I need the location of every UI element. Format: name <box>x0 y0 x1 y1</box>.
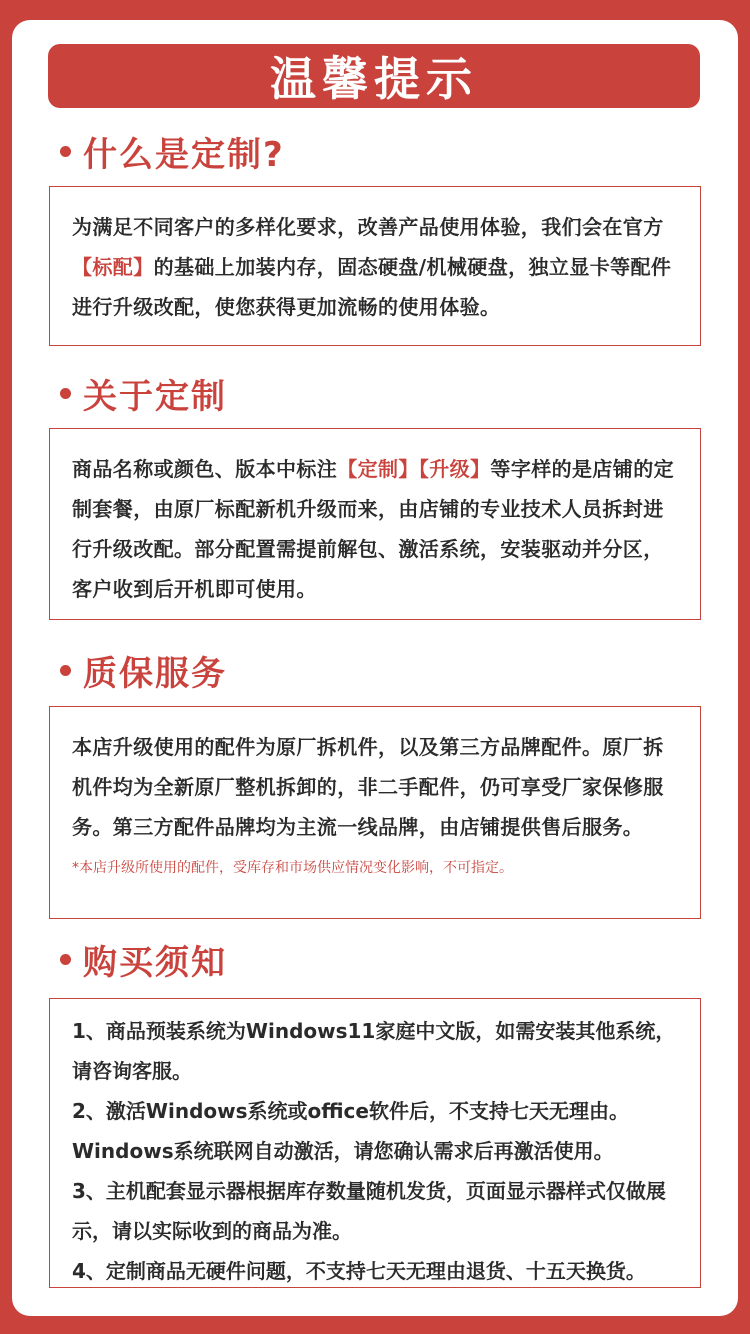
section-box-warranty <box>49 706 701 919</box>
section-heading-about-custom <box>60 368 227 418</box>
highlight-custom: 【定制】 <box>337 457 419 481</box>
paragraph-text: 为满足不同客户的多样化要求，改善产品使用体验，我们会在官方 <box>72 215 664 239</box>
bullet-dot-icon <box>60 146 71 157</box>
highlight-upgrade: 【升级】 <box>418 457 491 481</box>
section-paragraph <box>72 207 678 327</box>
list-item: 3、主机配套显示器根据库存数量随机发货，页面显示器样式仅做展示，请以实际收到的商品为准。 <box>72 1179 666 1243</box>
section-heading-purchase-notes <box>60 934 227 984</box>
list-item: 1、商品预装系统为Windows11家庭中文版，如需安装其他系统，请咨询客服。 <box>72 1019 676 1083</box>
highlight-standard: 【标配】 <box>72 255 154 279</box>
section-heading-text: 购买须知 <box>83 942 227 983</box>
list-item: 4、定制商品无硬件问题，不支持七天无理由退货、十五天换货。 <box>72 1259 646 1283</box>
section-box-purchase-notes <box>49 998 701 1288</box>
warranty-note: *本店升级所使用的配件，受库存和市场供应情况变化影响，不可指定。 <box>72 860 513 876</box>
section-paragraph <box>72 449 678 609</box>
bullet-dot-icon <box>60 388 71 399</box>
section-heading-text: 质保服务 <box>83 653 227 694</box>
section-heading-text: 关于定制 <box>83 376 227 417</box>
title-banner <box>48 44 700 108</box>
paragraph-text: 的基础上加装内存，固态硬盘/机械硬盘，独立显卡等配件进行升级改配，使您获得更加流畅的使用体验。 <box>72 255 672 319</box>
section-heading-warranty <box>60 645 227 695</box>
section-paragraph: 本店升级使用的配件为原厂拆机件，以及第三方品牌配件。原厂拆机件均为全新原厂整机拆卸的，非二手配件，仍可享受厂家保修服务。第三方配件品牌均为主流一线品牌，由店铺提供售后服务。 <box>72 735 664 839</box>
bullet-dot-icon <box>60 954 71 965</box>
list-item: 2、激活Windows系统或office软件后，不支持七天无理由。Windows系统联网自动激活，请您确认需求后再激活使用。 <box>72 1099 629 1163</box>
banner-title: 温馨提示 <box>270 52 478 106</box>
notice-card <box>12 20 738 1316</box>
paragraph-text: 商品名称或颜色、版本中标注 <box>72 457 338 481</box>
section-heading-text: 什么是定制? <box>83 134 285 175</box>
section-box-about-custom <box>49 428 701 620</box>
section-heading-what-is-custom <box>60 126 285 176</box>
section-box-what-is-custom <box>49 186 701 346</box>
paragraph-text: 等字样的是店铺的定制套餐，由原厂标配新机升级而来，由店铺的专业技术人员拆封进行升级改配。部分配置需提前解包、激活系统，安装驱动并分区，客户收到后开机即可使用。 <box>72 457 675 601</box>
bullet-dot-icon <box>60 665 71 676</box>
